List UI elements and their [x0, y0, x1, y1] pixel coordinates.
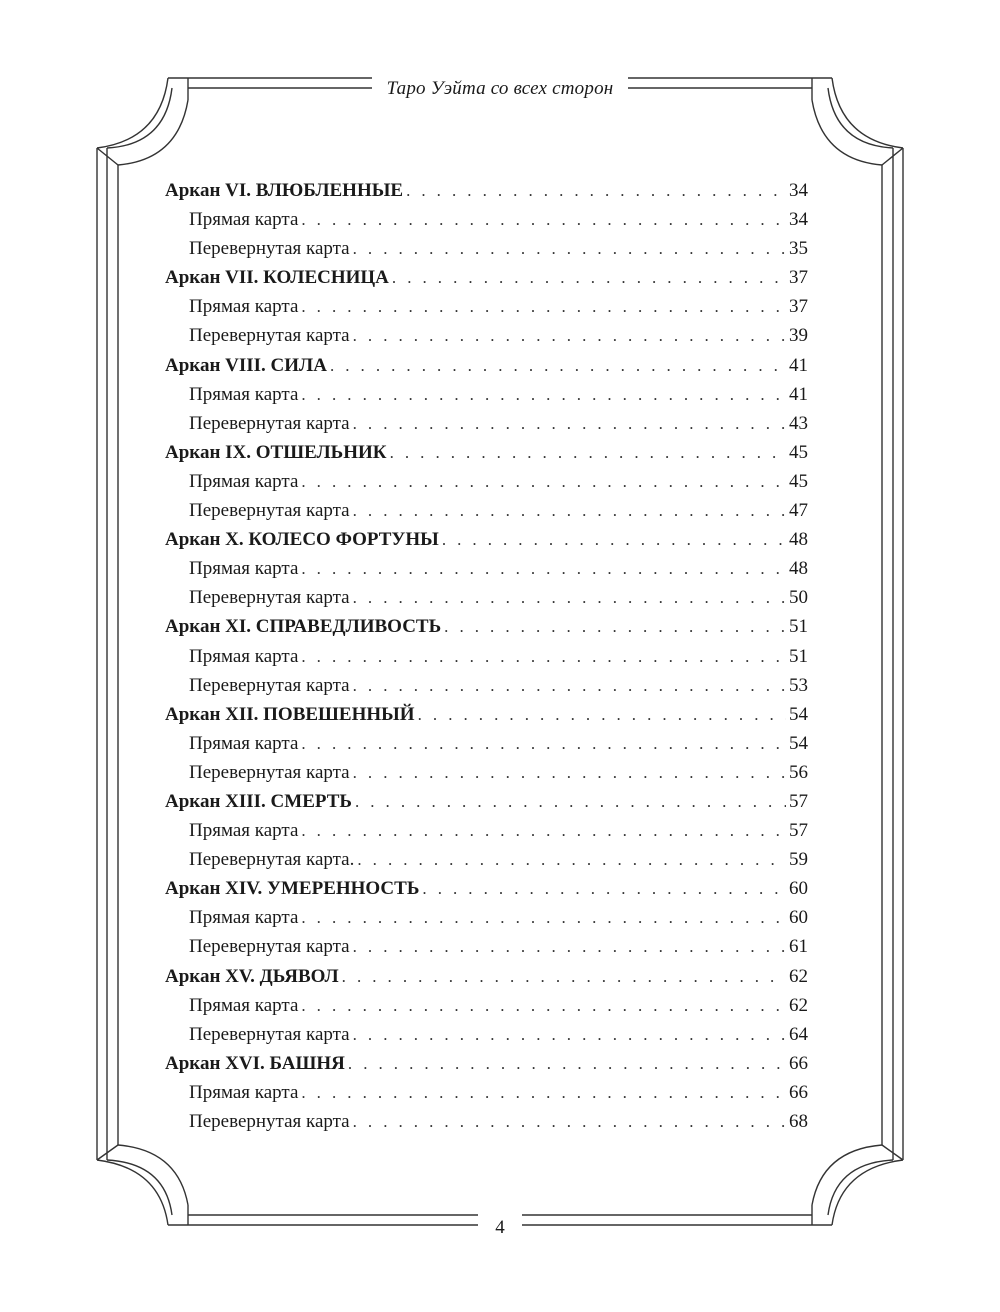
leader-dots — [330, 351, 786, 380]
toc-page-number: 48 — [789, 529, 808, 551]
toc-entry-title: Аркан XVI. БАШНЯ — [165, 1052, 345, 1074]
toc-entry-title: Прямая карта — [189, 907, 299, 929]
toc-entry-title: Прямая карта — [189, 558, 299, 580]
toc-page-number: 66 — [789, 1052, 808, 1074]
leader-dots — [301, 292, 786, 321]
toc-chapter-row — [165, 263, 808, 292]
leader-dots — [301, 903, 786, 932]
toc-page-number: 56 — [789, 761, 808, 783]
leader-dots — [301, 467, 786, 496]
leader-dots — [353, 321, 786, 350]
toc-section-row — [165, 205, 808, 234]
toc-entry-title: Перевернутая карта — [189, 674, 350, 696]
toc-page-number: 37 — [789, 267, 808, 289]
toc-section-row — [165, 991, 808, 1020]
leader-dots — [422, 874, 786, 903]
toc-section-row — [165, 903, 808, 932]
toc-page-number: 62 — [789, 994, 808, 1016]
toc-chapter-row — [165, 525, 808, 554]
leader-dots — [301, 991, 786, 1020]
toc-chapter-row — [165, 351, 808, 380]
toc-section-row — [165, 292, 808, 321]
table-of-contents — [165, 176, 808, 1136]
toc-page-number: 57 — [789, 790, 808, 812]
toc-entry-title: Перевернутая карта — [189, 761, 350, 783]
leader-dots — [353, 758, 786, 787]
toc-section-row — [165, 758, 808, 787]
toc-entry-title: Аркан VIII. СИЛА — [165, 354, 327, 376]
toc-chapter-row — [165, 700, 808, 729]
toc-section-row — [165, 554, 808, 583]
toc-entry-title: Прямая карта — [189, 470, 299, 492]
toc-page-number: 60 — [789, 878, 808, 900]
toc-page-number: 62 — [789, 965, 808, 987]
toc-page-number: 51 — [789, 645, 808, 667]
toc-chapter-row — [165, 962, 808, 991]
toc-entry-title: Перевернутая карта — [189, 587, 350, 609]
leader-dots — [390, 438, 786, 467]
leader-dots — [301, 729, 786, 758]
toc-page-number: 41 — [789, 383, 808, 405]
toc-page-number: 41 — [789, 354, 808, 376]
toc-section-row — [165, 583, 808, 612]
toc-entry-title: Прямая карта — [189, 383, 299, 405]
toc-page-number: 45 — [789, 441, 808, 463]
toc-page-number: 68 — [789, 1111, 808, 1132]
leader-dots — [353, 1107, 786, 1136]
toc-chapter-row — [165, 1049, 808, 1078]
toc-entry-title: Прямая карта — [189, 1081, 299, 1103]
toc-section-row — [165, 467, 808, 496]
toc-page-number: 61 — [789, 936, 808, 958]
toc-section-row — [165, 816, 808, 845]
toc-page-number: 64 — [789, 1023, 808, 1045]
leader-dots — [301, 554, 786, 583]
toc-page-number: 53 — [789, 674, 808, 696]
page-number: 4 — [495, 1217, 505, 1238]
leader-dots — [353, 1020, 786, 1049]
toc-page-number: 60 — [789, 907, 808, 929]
toc-entry-title: Прямая карта — [189, 296, 299, 318]
toc-chapter-row — [165, 438, 808, 467]
toc-section-row — [165, 380, 808, 409]
toc-entry-title: Аркан XIII. СМЕРТЬ — [165, 790, 352, 812]
toc-entry-title: Аркан XII. ПОВЕШЕННЫЙ — [165, 703, 415, 725]
leader-dots — [353, 409, 786, 438]
toc-entry-title: Аркан IX. ОТШЕЛЬНИК — [165, 441, 387, 463]
leader-dots — [353, 234, 786, 263]
toc-page-number: 35 — [789, 238, 808, 260]
toc-entry-title: Перевернутая карта. — [189, 849, 355, 871]
toc-page-number: 34 — [789, 180, 808, 201]
leader-dots — [342, 962, 786, 991]
toc-page-number: 48 — [789, 558, 808, 580]
toc-entry-title: Аркан XIV. УМЕРЕННОСТЬ — [165, 878, 420, 900]
toc-page-number: 66 — [789, 1081, 808, 1103]
toc-page-number: 51 — [789, 616, 808, 638]
toc-entry-title: Прямая карта — [189, 645, 299, 667]
toc-entry-title: Перевернутая карта — [189, 500, 350, 522]
toc-page-number: 59 — [789, 849, 808, 871]
toc-page-number: 45 — [789, 470, 808, 492]
toc-page-number: 57 — [789, 820, 808, 842]
toc-section-row — [165, 729, 808, 758]
leader-dots — [353, 583, 786, 612]
toc-entry-title: Прямая карта — [189, 209, 299, 231]
leader-dots — [301, 380, 786, 409]
toc-entry-title: Перевернутая карта — [189, 325, 350, 347]
leader-dots — [301, 816, 786, 845]
toc-entry-title: Перевернутая карта — [189, 1023, 350, 1045]
toc-page-number: 39 — [789, 325, 808, 347]
toc-page-number: 50 — [789, 587, 808, 609]
leader-dots — [444, 612, 786, 641]
toc-page-number: 54 — [789, 703, 808, 725]
running-title: Таро Уэйта со всех сторон — [386, 78, 614, 99]
leader-dots — [353, 932, 786, 961]
toc-section-row — [165, 642, 808, 671]
leader-dots — [353, 496, 786, 525]
toc-entry-title: Аркан X. КОЛЕСО ФОРТУНЫ — [165, 529, 439, 551]
toc-entry-title: Аркан VII. КОЛЕСНИЦА — [165, 267, 389, 289]
leader-dots — [301, 205, 786, 234]
toc-section-row — [165, 1107, 808, 1136]
toc-entry-title: Перевернутая карта — [189, 412, 350, 434]
toc-section-row — [165, 845, 808, 874]
toc-chapter-row — [165, 176, 808, 205]
toc-page-number: 47 — [789, 500, 808, 522]
toc-entry-title: Прямая карта — [189, 820, 299, 842]
toc-chapter-row — [165, 874, 808, 903]
toc-section-row — [165, 932, 808, 961]
toc-chapter-row — [165, 787, 808, 816]
leader-dots — [353, 671, 786, 700]
toc-chapter-row — [165, 612, 808, 641]
toc-entry-title: Перевернутая карта — [189, 238, 350, 260]
toc-section-row — [165, 671, 808, 700]
leader-dots — [301, 642, 786, 671]
toc-section-row — [165, 234, 808, 263]
toc-section-row — [165, 321, 808, 350]
toc-page-number: 43 — [789, 412, 808, 434]
toc-section-row — [165, 496, 808, 525]
leader-dots — [392, 263, 786, 292]
toc-entry-title: Прямая карта — [189, 732, 299, 754]
leader-dots — [406, 176, 786, 205]
leader-dots — [442, 525, 786, 554]
toc-section-row — [165, 1078, 808, 1107]
leader-dots — [301, 1078, 786, 1107]
leader-dots — [357, 845, 786, 874]
leader-dots — [348, 1049, 786, 1078]
toc-entry-title: Перевернутая карта — [189, 936, 350, 958]
toc-page-number: 37 — [789, 296, 808, 318]
toc-page-number: 34 — [789, 209, 808, 231]
leader-dots — [355, 787, 786, 816]
toc-section-row — [165, 409, 808, 438]
toc-entry-title: Прямая карта — [189, 994, 299, 1016]
leader-dots — [418, 700, 786, 729]
toc-entry-title: Перевернутая карта — [189, 1111, 350, 1132]
toc-entry-title: Аркан VI. ВЛЮБЛЕННЫЕ — [165, 180, 404, 201]
toc-entry-title: Аркан XI. СПРАВЕДЛИВОСТЬ — [165, 616, 442, 638]
toc-section-row — [165, 1020, 808, 1049]
toc-page-number: 54 — [789, 732, 808, 754]
toc-entry-title: Аркан XV. ДЬЯВОЛ — [165, 965, 339, 987]
